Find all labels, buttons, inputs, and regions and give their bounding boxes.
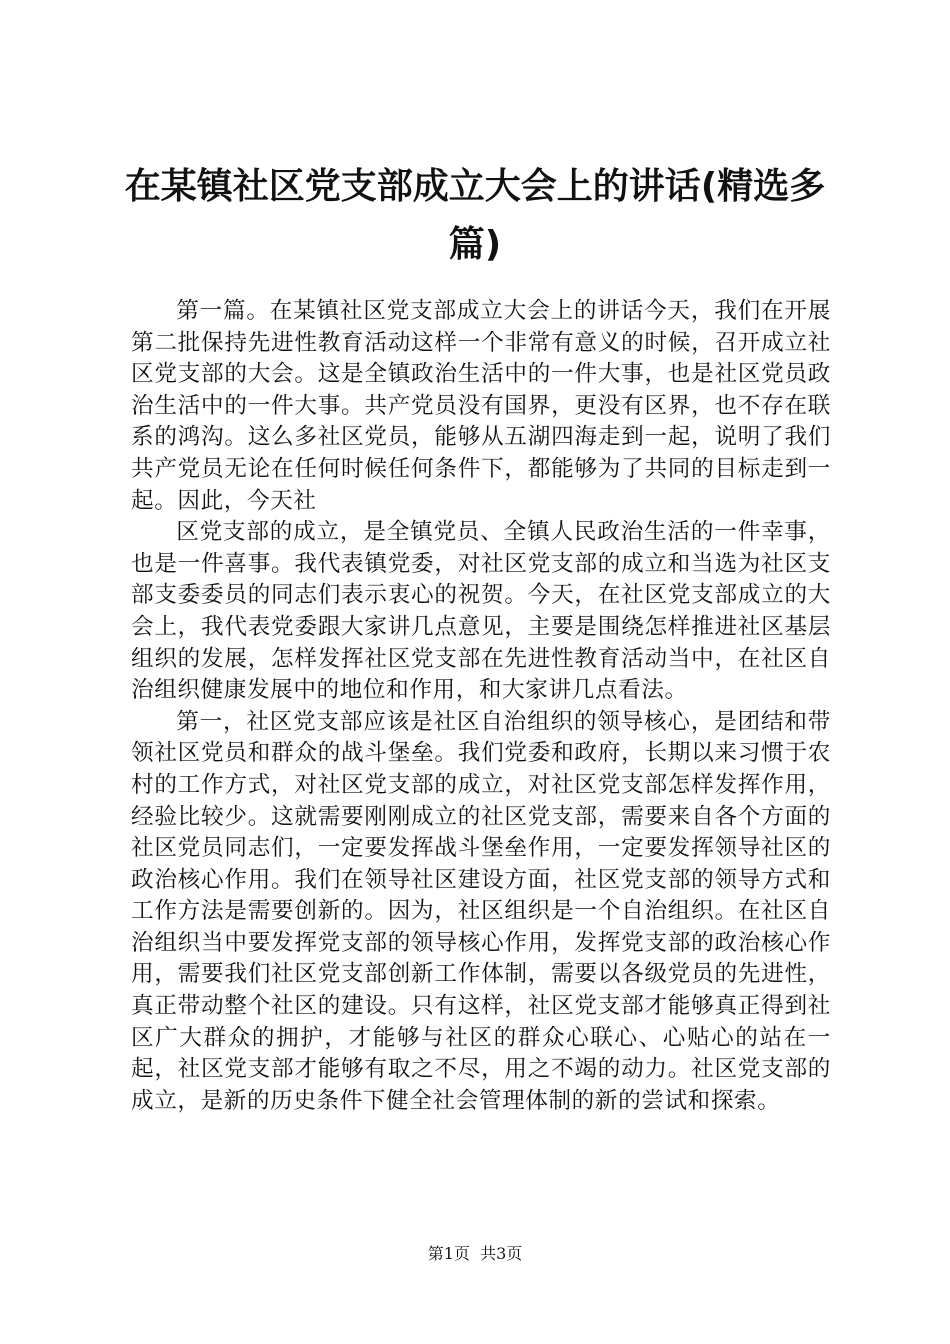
page-footer: 第1页 共3页 (427, 1244, 523, 1263)
document-body (131, 296, 831, 1117)
paragraph-1: 第一篇。在某镇社区党支部成立大会上的讲话今天，我们在开展第二批保持先进性教育活动这样一个非常有意义的时候，召开成立社区党支部的大会。这是全镇政治生活中的一件大事，也是社区党员政治生活中的一件大事。共产党员没有国界，更没有区界，也不存在联系的鸿沟。这么多社区党员，能够从五湖四海走到一起，说明了我们共产党员无论在任何时候任何条件下，都能够为了共同的目标走到一起。因此，今天社 (131, 298, 831, 514)
document-title: 在某镇社区党支部成立大会上的讲话(精选多篇) (124, 166, 826, 265)
paragraph-2: 区党支部的成立，是全镇党员、全镇人民政治生活的一件幸事，也是一件喜事。我代表镇党委，对社区党支部的成立和当选为社区支部支委委员的同志们表示衷心的祝贺。今天，在社区党支部成立的大会上，我代表党委跟大家讲几点意见，主要是围绕怎样推进社区基层组织的发展，怎样发挥社区党支部在先进性教育活动当中，在社区自治组织健康发展中的地位和作用，和大家讲几点看法。 (131, 519, 831, 704)
paragraph-3: 第一，社区党支部应该是社区自治组织的领导核心，是团结和带领社区党员和群众的战斗堡垒。我们党委和政府，长期以来习惯于农村的工作方式，对社区党支部的成立，对社区党支部怎样发挥作用，经验比较少。这就需要刚刚成立的社区党支部，需要来自各个方面的社区党员同志们，一定要发挥战斗堡垒作用，一定要发挥领导社区的政治核心作用。我们在领导社区建设方面，社区党支部的领导方式和工作方法是需要创新的。因为，社区组织是一个自治组织。在社区自治组织当中要发挥党支部的领导核心作用，发挥党支部的政治核心作用，需要我们社区党支部创新工作体制，需要以各级党员的先进性，真正带动整个社区的建设。只有这样，社区党支部才能够真正得到社区广大群众的拥护，才能够与社区的群众心联心、心贴心的站在一起，社区党支部才能够有取之不尽，用之不竭的动力。社区党支部的成立，是新的历史条件下健全社会管理体制的新的尝试和探索。 (131, 708, 831, 1114)
